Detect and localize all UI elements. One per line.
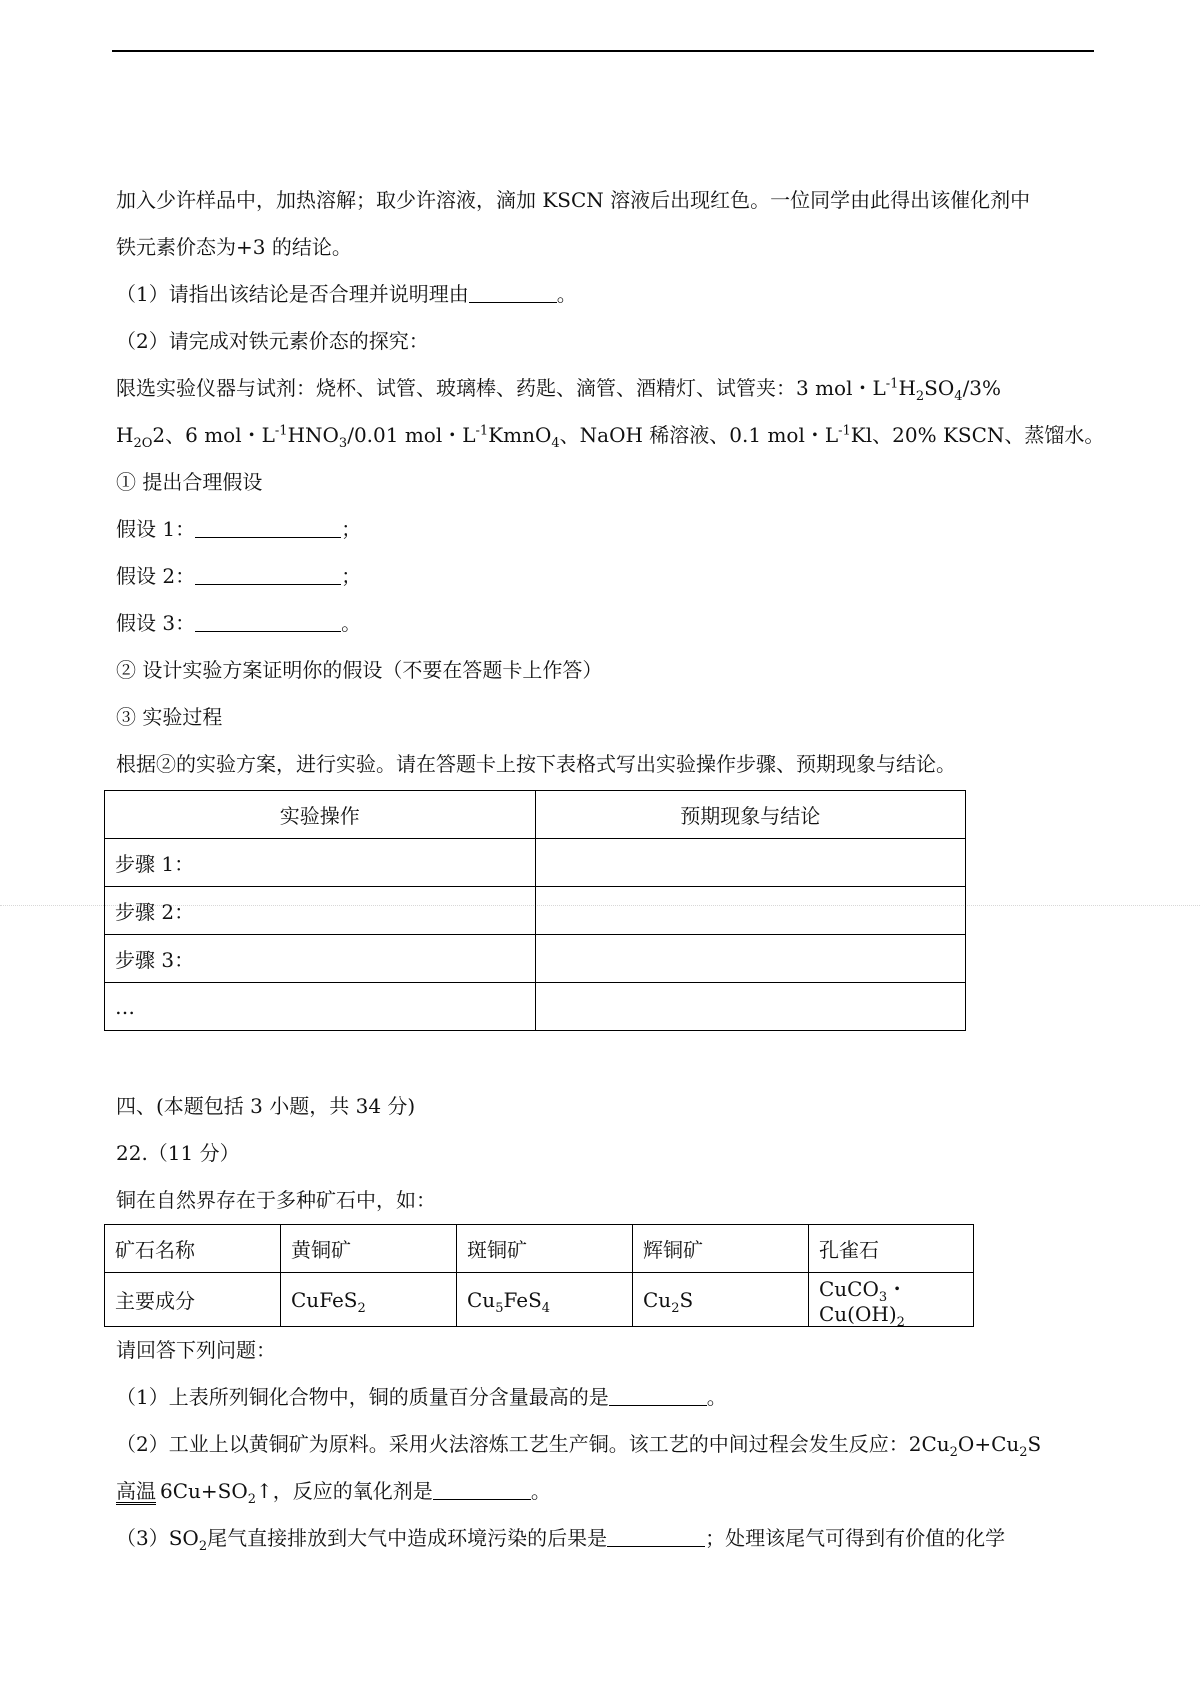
composition-label: 主要成分 [105, 1273, 281, 1327]
experiment-table [104, 790, 966, 1031]
table-header-row [105, 791, 966, 839]
answer-blank[interactable] [607, 1524, 705, 1547]
table-row [105, 1273, 974, 1327]
intro-line-2: 铁元素价态为+3 的结论。 [116, 235, 352, 259]
ore-name-cell: 黄铜矿 [281, 1225, 457, 1273]
step-3-heading: ③ 实验过程 [116, 705, 223, 729]
table-row [105, 935, 966, 983]
header-rule [112, 50, 1094, 52]
copper-intro: 铜在自然界存在于多种矿石中，如： [116, 1188, 436, 1212]
intro-line-1: 加入少许样品中，加热溶解；取少许溶液，滴加 KSCN 溶液后出现红色。一位同学由此得出该催化剂中 [116, 188, 1031, 212]
ore-name-cell: 孔雀石 [809, 1225, 974, 1273]
result-cell[interactable] [535, 887, 966, 935]
result-cell[interactable] [535, 839, 966, 887]
part-3: $(3)SO_2$尾气直接排放到大气中造成环境污染的后果是 ；处理该尾气可得到有价值的化学 [116, 1526, 1006, 1554]
part-1: （1）上表所列铜化合物中，铜的质量百分含量最高的是 。 [116, 1385, 727, 1409]
step-2-heading: ② 设计实验方案证明你的假设（不要在答题卡上作答） [116, 658, 603, 682]
result-cell[interactable] [535, 935, 966, 983]
composition-cell: CuFeS$_2$ [281, 1273, 457, 1327]
part-2-line-1: （2）工业上以黄铜矿为原料。采用火法溶炼工艺生产铜。该工艺的中间过程会发生反应：$2Cu_2O+Cu_2S$ [116, 1432, 1042, 1460]
hypothesis-2: 假设 2： ； [116, 564, 362, 588]
answer-blank[interactable] [433, 1477, 531, 1500]
ore-name-cell: 辉铜矿 [633, 1225, 809, 1273]
result-cell[interactable] [535, 983, 966, 1031]
hypothesis-1: 假设 1： ； [116, 517, 362, 541]
hypothesis-blank[interactable] [195, 562, 341, 585]
hypothesis-3: 假设 3： 。 [116, 611, 362, 635]
ore-name-cell: 斑铜矿 [457, 1225, 633, 1273]
question-1: （1）请指出该结论是否合理并说明理由 。 [116, 282, 577, 306]
reagents-line-2: $H_{2O}2$、6 mol・$L^{-1}HNO_3/0.01$ mol・$L^{-1}KmnO_4$、NaOH 稀溶液、0.1 mol・$L^{-1}Kl$、20% KSCN、蒸馏水。 [116, 423, 1105, 451]
hypothesis-blank[interactable] [195, 609, 341, 632]
header-cell: 实验操作 [105, 791, 536, 839]
step-1-heading: ① 提出合理假设 [116, 470, 263, 494]
answer-prompt: 请回答下列问题： [116, 1338, 276, 1362]
composition-cell: CuCO$_3$・$Cu(OH)_2$ [809, 1273, 974, 1327]
table-row [105, 839, 966, 887]
table-row [105, 887, 966, 935]
reaction-condition: 高温 [116, 1479, 156, 1503]
document-body [115, 177, 1105, 1562]
part-2-line-2: 高温 $6Cu+SO_2↑$，反应的氧化剂是 。 [116, 1479, 551, 1507]
step-cell: 步骤 1： [105, 839, 536, 887]
step-cell: 步骤 2： [105, 887, 536, 935]
section-4-heading: 四、(本题包括 3 小题，共 34 分) [116, 1094, 416, 1118]
composition-cell: $Cu_5FeS_4$ [457, 1273, 633, 1327]
question-22-heading: 22.（11 分） [116, 1141, 240, 1165]
answer-blank[interactable] [609, 1383, 707, 1406]
step-cell: 步骤 3： [105, 935, 536, 983]
header-cell: 预期现象与结论 [535, 791, 966, 839]
instruction: 根据②的实验方案，进行实验。请在答题卡上按下表格式写出实验操作步骤、预期现象与结论。 [116, 752, 956, 776]
reagents-line-1: 限选实验仪器与试剂：烧杯、试管、玻璃棒、药匙、滴管、酒精灯、试管夹：3 mol・$L^{-1}H_2SO_4/3\%$ [116, 376, 1002, 404]
table-row [105, 983, 966, 1031]
composition-cell: $Cu_2S$ [633, 1273, 809, 1327]
question-2: （2）请完成对铁元素价态的探究： [116, 329, 429, 353]
hypothesis-blank[interactable] [195, 515, 341, 538]
table-row [105, 1225, 974, 1273]
ore-table [104, 1224, 974, 1330]
ore-name-label: 矿石名称 [105, 1225, 281, 1273]
step-cell: … [105, 983, 536, 1031]
answer-blank[interactable] [469, 280, 557, 303]
